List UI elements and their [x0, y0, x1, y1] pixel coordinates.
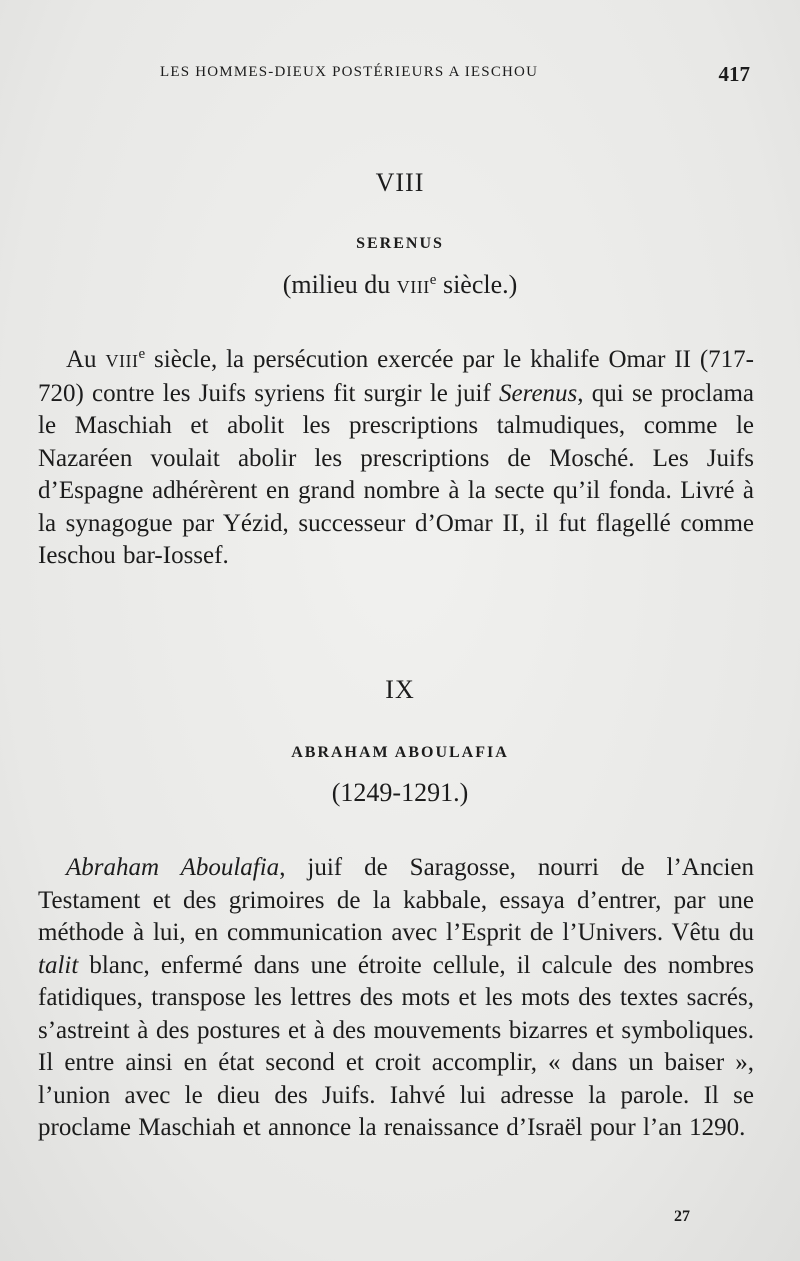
section-paragraph-aboulafia — [38, 852, 754, 1145]
name-aboulafia: Abraham Aboulafia — [66, 854, 280, 881]
paragraph-serenus: Au VIIIe siècle, la persécution exercée par le khalife Omar II (717-720) contre les Juifs syriens fit surgir le juif Serenus, qui se proclama le Maschiah et abolit les prescriptions talmudiques, comme le Nazaréen voulait abolir les prescriptions de Mosché. Les Juifs d’Espagne adhérèrent en grand nombre à la secte qu’il fonda. Livré à la synagogue par Yézid, successeur d’Omar II, il fut flagellé comme Ieschou bar-Iossef. — [38, 346, 754, 569]
name-serenus: Serenus — [499, 379, 578, 407]
running-title: LES HOMMES-DIEUX POSTÉRIEURS A IESCHOU — [160, 64, 539, 80]
section-date-serenus: (milieu du VIIIe siècle.) — [282, 270, 518, 299]
section-name-serenus: SERENUS — [356, 235, 444, 252]
section-date-aboulafia: (1249-1291.) — [331, 778, 469, 807]
section-numeral-ix: IX — [385, 675, 415, 704]
term-talit: talit — [38, 951, 79, 979]
section-numeral-viii: VIII — [375, 168, 425, 197]
section-name-aboulafia: ABRAHAM ABOULAFIA — [291, 744, 509, 761]
page-number: 417 — [718, 62, 750, 86]
running-head — [160, 62, 750, 88]
paragraph-aboulafia: Abraham Aboulafia, juif de Saragosse, nourri de l’Ancien Testament et des grimoires de la kabbale, essaya d’entrer, par une méthode à lui, en communication avec l’Esprit de l’Univers. Vêtu du talit blanc, enfermé dans une étroite cellule, il calcule des nombres fatidiques, transpose les lettres des mots et les mots des textes sacrés, s’astreint à des postures et à des mouvements bizarres et symboliques. Il entre ainsi en état second et croit accomplir, « dans un baiser », l’union avec le dieu des Juifs. Iahvé lui adresse la parole. Il se proclame Maschiah et annonce la renaissance d’Israël pour l’an 1290. — [38, 854, 754, 1141]
section-paragraph-serenus — [38, 344, 754, 573]
signature-mark: 27 — [674, 1208, 690, 1225]
